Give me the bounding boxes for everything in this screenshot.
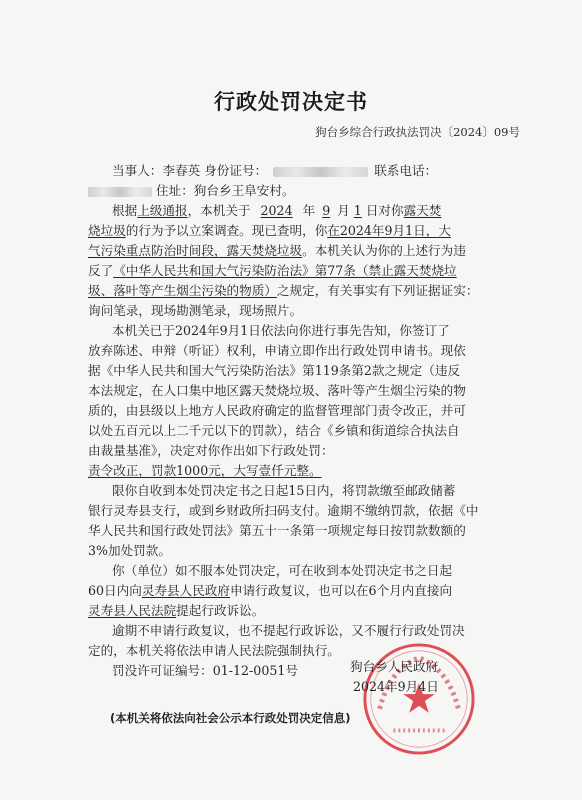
redacted-phone-number: [88, 187, 152, 197]
para5-line2: 定的，本机关将依法申请人民法院强制执行。: [88, 643, 340, 658]
para1-line4: 反了《中华人民共和国大气污染防治法》第77条（禁止露天焚烧垃: [88, 263, 457, 278]
para3-line2: 银行灵寿县支行，或到乡财政所扫码支付。逾期不缴纳罚款，依据《中: [88, 503, 479, 518]
party-line-1: [112, 164, 437, 178]
para5-line1: 逾期不申请行政复议，也不提起行政诉讼，又不履行行政处罚决: [112, 623, 465, 638]
phone-label: 联系电话：: [374, 163, 438, 178]
public-disclosure-notice: (本机关将依法向社会公示本行政处罚决定信息): [110, 711, 351, 725]
para2-line2: 放弃陈述、申辩（听证）权利，申请立即作出行政处罚申请书。现依: [88, 343, 466, 358]
para3-line4: 3%加处罚款。: [88, 543, 171, 558]
review-authority: 灵寿县人民政府: [141, 583, 230, 598]
litigation-court: 灵寿县人民法院: [88, 603, 177, 618]
para2-line5: 质的，由县级以上地方人民政府确定的监督管理部门责令改正，并可: [88, 403, 466, 418]
document-title: 行政处罚决定书: [214, 90, 368, 114]
party-line-2: [88, 184, 295, 198]
issue-date: 2024年9月4日: [353, 679, 439, 694]
party-address: 住址：狗台乡王阜安村。: [156, 183, 295, 198]
redacted-id-number: [273, 167, 368, 177]
para1-line1: 根据上级通报，本机关于 2024 年 9 月 1 日对你露天焚: [112, 203, 442, 218]
issuing-authority: 狗台乡人民政府: [350, 659, 439, 674]
document-number: 狗台乡综合行政执法罚决〔2024〕09号: [315, 125, 520, 139]
violated-law: 《中华人民共和国大气污染防治法》第77条（禁止露天焚烧垃: [113, 263, 457, 278]
penalty-decision: 责令改正，罚款1000元，大写壹仟元整。: [88, 463, 322, 478]
para2-line4: 本法规定，在人口集中地区露天焚烧垃圾、落叶等产生烟尘污染的物: [88, 383, 466, 398]
para3-line1: 限你自收到本处罚决定书之日起15日内，将罚款缴至邮政储蓄: [112, 483, 456, 498]
para2-line3: 据《中华人民共和国大气污染防治法》第119条第2款之规定（违反: [88, 363, 461, 378]
party-name-label: 当事人：李春英 身份证号：: [112, 163, 268, 178]
para2-line7: 由裁量基准》，决定对你作出如下行政处罚：: [88, 443, 334, 458]
case-source: 上级通报: [137, 203, 188, 218]
license-number: 罚没许可证编号：01-12-0051号: [112, 663, 298, 678]
para3-line3: 华人民共和国行政处罚法》第五十一条第一项规定每日按罚款数额的: [88, 523, 466, 538]
para4-line1: 你（单位）如不服本处罚决定，可在收到本处罚决定书之日起: [112, 563, 453, 578]
para1-line5: 圾、落叶等产生烟尘污染的物质）之规定，有关事实有下列证据证实：: [88, 283, 479, 298]
para2-line1: 本机关已于2024年9月1日依法向你进行事先告知，你签订了: [112, 323, 450, 338]
para1-line3: 气污染重点防治时间段，露天焚烧垃圾。本机关认为你的上述行为违: [88, 243, 466, 258]
para4-line2: 60日内向灵寿县人民政府申请行政复议，也可以在6个月内直接向: [88, 583, 453, 598]
para1-line2: 烧垃圾的行为予以立案调查。现已查明，你在2024年9月1日，大: [88, 223, 451, 238]
evidence-list: 询问笔录，现场勘测笔录，现场照片。: [88, 303, 303, 318]
para2-line6: 以处五百元以上二千元以下的罚款），结合《乡镇和街道综合执法自: [88, 423, 460, 438]
para4-line3: 灵寿县人民法院提起行政诉讼。: [88, 603, 265, 618]
